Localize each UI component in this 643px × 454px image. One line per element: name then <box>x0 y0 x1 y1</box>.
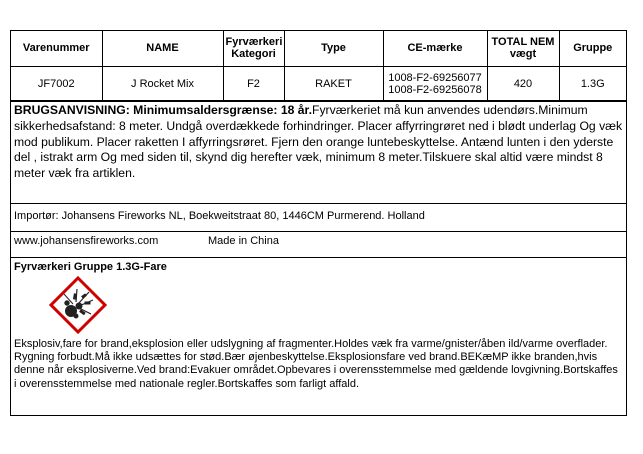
cell-type: RAKET <box>284 66 383 101</box>
header-group: Gruppe <box>559 31 626 66</box>
made-in-text: Made in China <box>208 235 279 247</box>
website-section <box>11 231 626 257</box>
header-ce-mark: CE-mærke <box>383 31 487 66</box>
cell-name: J Rocket Mix <box>102 66 223 101</box>
header-type: Type <box>284 31 383 66</box>
hazard-section <box>11 257 626 417</box>
product-info-table <box>11 31 626 102</box>
website-text: www.johansensfireworks.com <box>14 235 159 247</box>
cell-item-number: JF7002 <box>11 66 102 101</box>
usage-text: Fyrværkeriet må kun anvendes udendørs.Minimum sikkerhedsafstand: 8 meter. Undgå overdækkede forhindringer. Placer affyrringrøret ned i blødt underlag Og væk mod publikum. Placer raketten I affyrringsrøret. Fjern den orange luntebeskyttelse. Antænd lunten i den yderste del , istrakt arm Og med siden til, skynd dig herefter væk, minimum 8 meter.Tilskuere skal altid være mindst 8 meter væk fra artiklen. <box>14 103 623 181</box>
importer-text: Importør: Johansens Fireworks NL, Boekweitstraat 80, 1446CM Purmerend. Holland <box>14 210 425 222</box>
cell-ce-mark <box>383 66 487 101</box>
importer-section <box>11 203 626 231</box>
header-nem-weight: TOTAL NEM vægt <box>487 31 559 66</box>
product-label <box>10 30 627 416</box>
table-row <box>11 66 626 101</box>
ce-mark-1: 1008-F2-69256077 <box>388 71 482 84</box>
explosive-pictogram-icon <box>49 276 107 334</box>
cell-group: 1.3G <box>559 66 626 101</box>
header-name: NAME <box>102 31 223 66</box>
usage-instructions <box>11 100 626 203</box>
header-item-number: Varenummer <box>11 31 102 66</box>
cell-nem-weight: 420 <box>487 66 559 101</box>
cell-category: F2 <box>223 66 284 101</box>
usage-heading: BRUGSANVISNING: Minimumsaldersgrænse: 18 år. <box>14 103 312 117</box>
ce-mark-2: 1008-F2-69256078 <box>388 83 482 96</box>
header-category: Fyrværkeri Kategori <box>223 31 284 66</box>
hazard-text: Eksplosiv,fare for brand,eksplosion eller udslygning af fragmenter.Holdes væk fra varme/gnister/åben ild/varme overflader. Rygning forbudt.Må ikke udsættes for stød.Bær øjenbeskyttelse.Eksplosionsfare ved brand.BEKæMP ikke branden,hvis denne når eksplosiverne.Ved brand:Evakuer området.Opbevares i overensstemmelse med gældende lovgivning.Bortskaffes i overensstemmelse med nationale regler.Bortskaffes som farligt affald. <box>14 338 618 390</box>
hazard-title: Fyrværkeri Gruppe 1.3G-Fare <box>14 261 167 273</box>
table-header-row <box>11 31 626 66</box>
